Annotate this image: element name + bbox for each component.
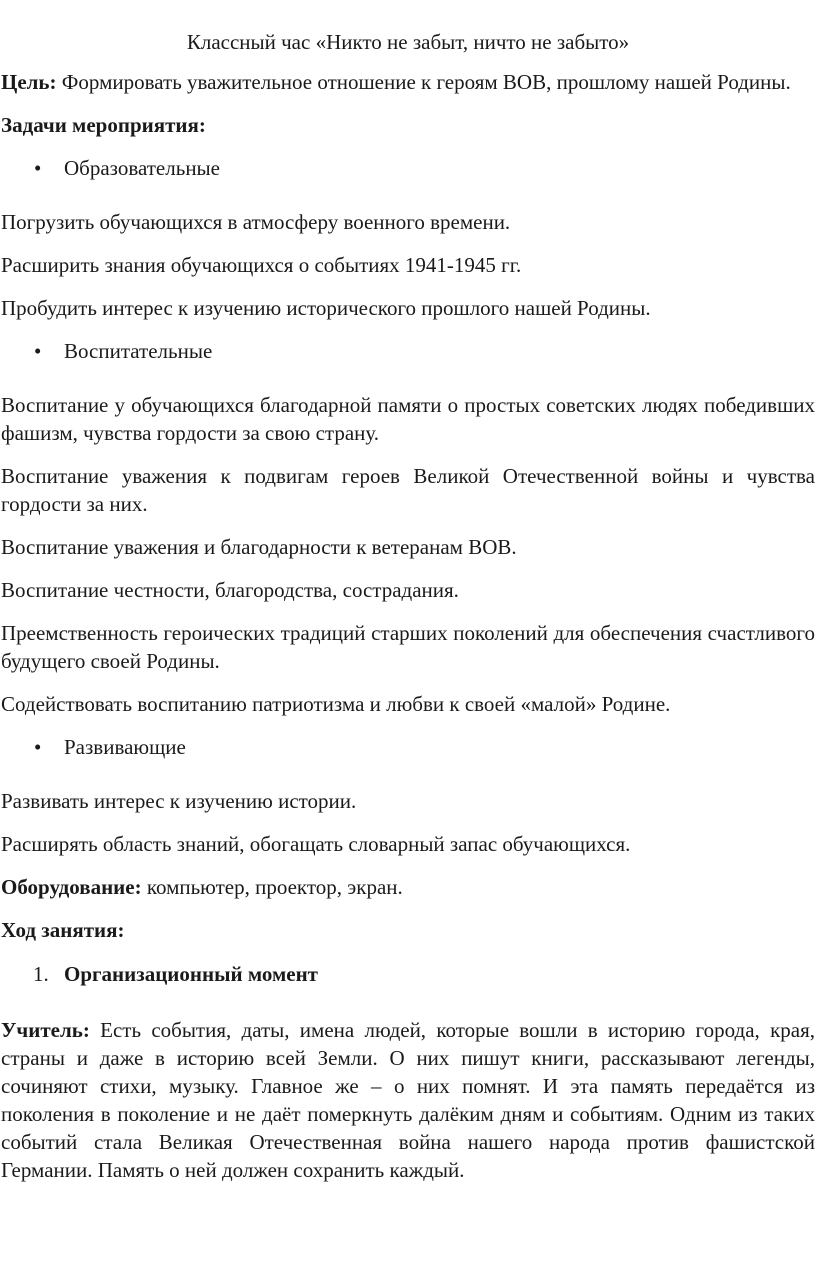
bullet-dot-icon: • [34, 735, 42, 759]
tasks-heading: Задачи мероприятия: [1, 113, 206, 137]
step-title: Организационный момент [64, 962, 318, 986]
bullet-label: Образовательные [64, 156, 220, 180]
bullet-educational [1, 154, 815, 182]
step-organizational [1, 960, 815, 988]
bullet-dot-icon: • [34, 339, 42, 363]
equipment-text: компьютер, проектор, экран. [141, 875, 403, 899]
step-number: 1. [33, 962, 49, 986]
teacher-paragraph [1, 1016, 815, 1184]
equipment-paragraph [1, 873, 815, 901]
task-item: Развивать интерес к изучению истории. [1, 789, 357, 813]
teacher-text: Есть события, даты, имена людей, которые вошли в историю города, края, страны и даже в историю всей Земли. О них пишут книги, рассказывают легенды, сочиняют стихи, музыку. Главное же – о них помнят. И эта память передаётся из поколения в поколение и не даёт померкнуть далёким дням и событиям. Одним из таких событий стала Великая Отечественная война нашего народа против фашистской Германии. Память о ней должен сохранить каждый. [1, 1018, 815, 1182]
task-item: Пробудить интерес к изучению исторического прошлого нашей Родины. [1, 296, 651, 320]
goal-paragraph [1, 68, 815, 96]
document-title: Классный час «Никто не забыт, ничто не забыто» [186, 30, 630, 54]
task-item: Воспитание уважения и благодарности к ветеранам ВОВ. [1, 535, 517, 559]
bullet-dot-icon: • [34, 156, 42, 180]
bullet-label: Развивающие [64, 735, 186, 759]
task-item: Преемственность героических традиций старших поколений для обеспечения счастливого будущего своей Родины. [1, 621, 815, 673]
bullet-label: Воспитательные [64, 339, 213, 363]
equipment-label: Оборудование: [1, 875, 142, 899]
task-item: Воспитание честности, благородства, сострадания. [1, 578, 459, 602]
task-item: Расширить знания обучающихся о событиях 1941-1945 гг. [1, 253, 522, 277]
teacher-label: Учитель: [1, 1018, 90, 1042]
task-item: Воспитание у обучающихся благодарной памяти о простых советских людях победивших фашизм, чувства гордости за свою страну. [1, 393, 815, 445]
task-item: Расширять область знаний, обогащать словарный запас обучающихся. [1, 832, 631, 856]
bullet-developing [1, 733, 815, 761]
task-item: Погрузить обучающихся в атмосферу военного времени. [1, 210, 511, 234]
task-item: Содействовать воспитанию патриотизма и любви к своей «малой» Родине. [1, 692, 671, 716]
goal-text: Формировать уважительное отношение к героям ВОВ, прошлому нашей Родины. [56, 70, 791, 94]
course-heading: Ход занятия: [1, 918, 125, 942]
task-item: Воспитание уважения к подвигам героев Великой Отечественной войны и чувства гордости за них. [1, 464, 815, 516]
goal-label: Цель: [1, 70, 57, 94]
bullet-upbringing [1, 337, 815, 365]
